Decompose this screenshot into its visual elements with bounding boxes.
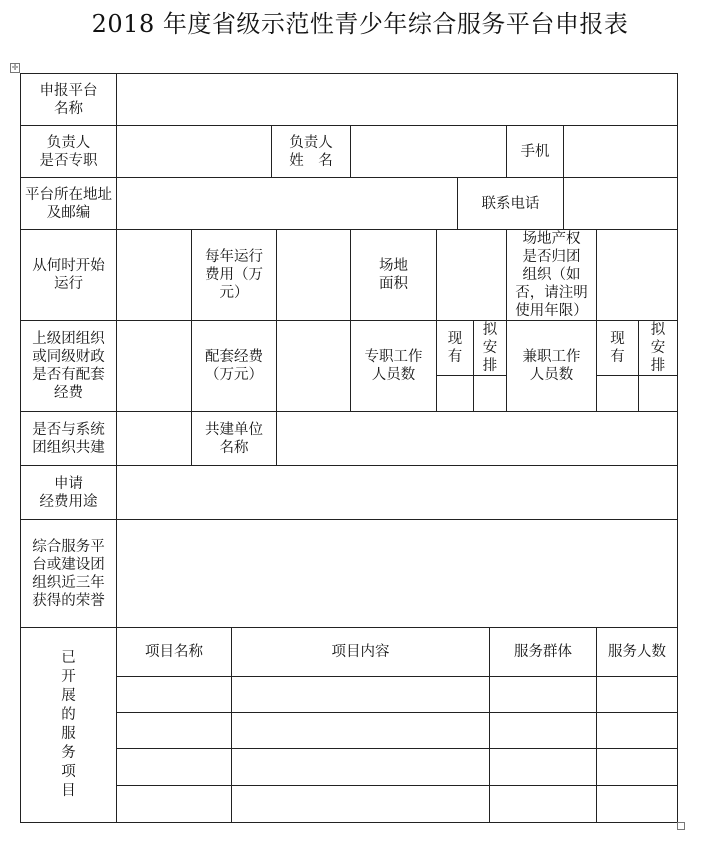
coconstruct-unit-label: 共建单位 名称 bbox=[191, 411, 277, 466]
resize-handle-icon[interactable] bbox=[677, 822, 685, 830]
project-row-3-content[interactable] bbox=[231, 748, 490, 786]
parttime-planned-field[interactable] bbox=[638, 375, 678, 412]
funds-usage-label: 申请 经费用途 bbox=[20, 465, 117, 520]
honors-label: 综合服务平 台或建设团 组织近三年 获得的荣誉 bbox=[20, 519, 117, 628]
project-row-1-content[interactable] bbox=[231, 676, 490, 713]
fulltime-existing-field[interactable] bbox=[436, 375, 474, 412]
mobile-label: 手机 bbox=[506, 125, 564, 178]
mobile-field[interactable] bbox=[563, 125, 678, 178]
project-row-2-count[interactable] bbox=[596, 712, 678, 749]
site-ownership-label: 场地产权 是否归团 组织（如 否，请注明 使用年限） bbox=[506, 229, 597, 321]
leader-fulltime-field[interactable] bbox=[116, 125, 272, 178]
leader-name-label: 负责人 姓 名 bbox=[271, 125, 351, 178]
address-field[interactable] bbox=[116, 177, 458, 230]
site-ownership-field[interactable] bbox=[596, 229, 678, 321]
project-header-content: 项目内容 bbox=[231, 627, 490, 677]
fulltime-planned-field[interactable] bbox=[473, 375, 507, 412]
project-row-3-name[interactable] bbox=[116, 748, 232, 786]
coconstruct-field[interactable] bbox=[116, 411, 192, 466]
start-time-field[interactable] bbox=[116, 229, 192, 321]
project-row-2-group[interactable] bbox=[489, 712, 597, 749]
project-header-name: 项目名称 bbox=[116, 627, 232, 677]
project-row-4-content[interactable] bbox=[231, 785, 490, 823]
leader-name-field[interactable] bbox=[350, 125, 507, 178]
project-header-group: 服务群体 bbox=[489, 627, 597, 677]
fulltime-existing-label: 现 有 bbox=[436, 320, 474, 376]
move-handle-icon[interactable]: ✛ bbox=[11, 63, 19, 72]
address-label: 平台所在地址 及邮编 bbox=[20, 177, 117, 230]
funds-usage-field[interactable] bbox=[116, 465, 678, 520]
site-area-label: 场地 面积 bbox=[350, 229, 437, 321]
project-row-4-group[interactable] bbox=[489, 785, 597, 823]
parttime-existing-label: 现 有 bbox=[596, 320, 639, 376]
parttime-existing-field[interactable] bbox=[596, 375, 639, 412]
matching-funds-question-label: 上级团组织 或同级财政 是否有配套 经费 bbox=[20, 320, 117, 412]
parttime-planned-label: 拟 安 排 bbox=[638, 320, 678, 376]
project-row-4-name[interactable] bbox=[116, 785, 232, 823]
coconstruct-label: 是否与系统 团组织共建 bbox=[20, 411, 117, 466]
coconstruct-unit-field[interactable] bbox=[276, 411, 678, 466]
matching-funds-field[interactable] bbox=[276, 320, 351, 412]
project-row-3-group[interactable] bbox=[489, 748, 597, 786]
platform-name-label: 申报平台 名称 bbox=[20, 73, 117, 126]
project-row-3-count[interactable] bbox=[596, 748, 678, 786]
project-row-1-group[interactable] bbox=[489, 676, 597, 713]
start-time-label: 从何时开始 运行 bbox=[20, 229, 117, 321]
projects-label: 已开展的服务项目 bbox=[20, 627, 117, 823]
project-row-4-count[interactable] bbox=[596, 785, 678, 823]
annual-cost-field[interactable] bbox=[276, 229, 351, 321]
project-row-2-name[interactable] bbox=[116, 712, 232, 749]
leader-fulltime-label: 负责人 是否专职 bbox=[20, 125, 117, 178]
project-row-1-name[interactable] bbox=[116, 676, 232, 713]
matching-funds-question-field[interactable] bbox=[116, 320, 192, 412]
page-title: 2018 年度省级示范性青少年综合服务平台申报表 bbox=[91, 10, 629, 38]
contact-phone-label: 联系电话 bbox=[457, 177, 564, 230]
project-header-count: 服务人数 bbox=[596, 627, 678, 677]
annual-cost-label: 每年运行 费用（万 元） bbox=[191, 229, 277, 321]
contact-phone-field[interactable] bbox=[563, 177, 678, 230]
parttime-staff-label: 兼职工作 人员数 bbox=[506, 320, 597, 412]
site-area-field[interactable] bbox=[436, 229, 507, 321]
project-row-2-content[interactable] bbox=[231, 712, 490, 749]
matching-funds-label: 配套经费 （万元） bbox=[191, 320, 277, 412]
fulltime-staff-label: 专职工作 人员数 bbox=[350, 320, 437, 412]
platform-name-field[interactable] bbox=[116, 73, 678, 126]
project-row-1-count[interactable] bbox=[596, 676, 678, 713]
honors-field[interactable] bbox=[116, 519, 678, 628]
fulltime-planned-label: 拟 安 排 bbox=[473, 320, 507, 376]
